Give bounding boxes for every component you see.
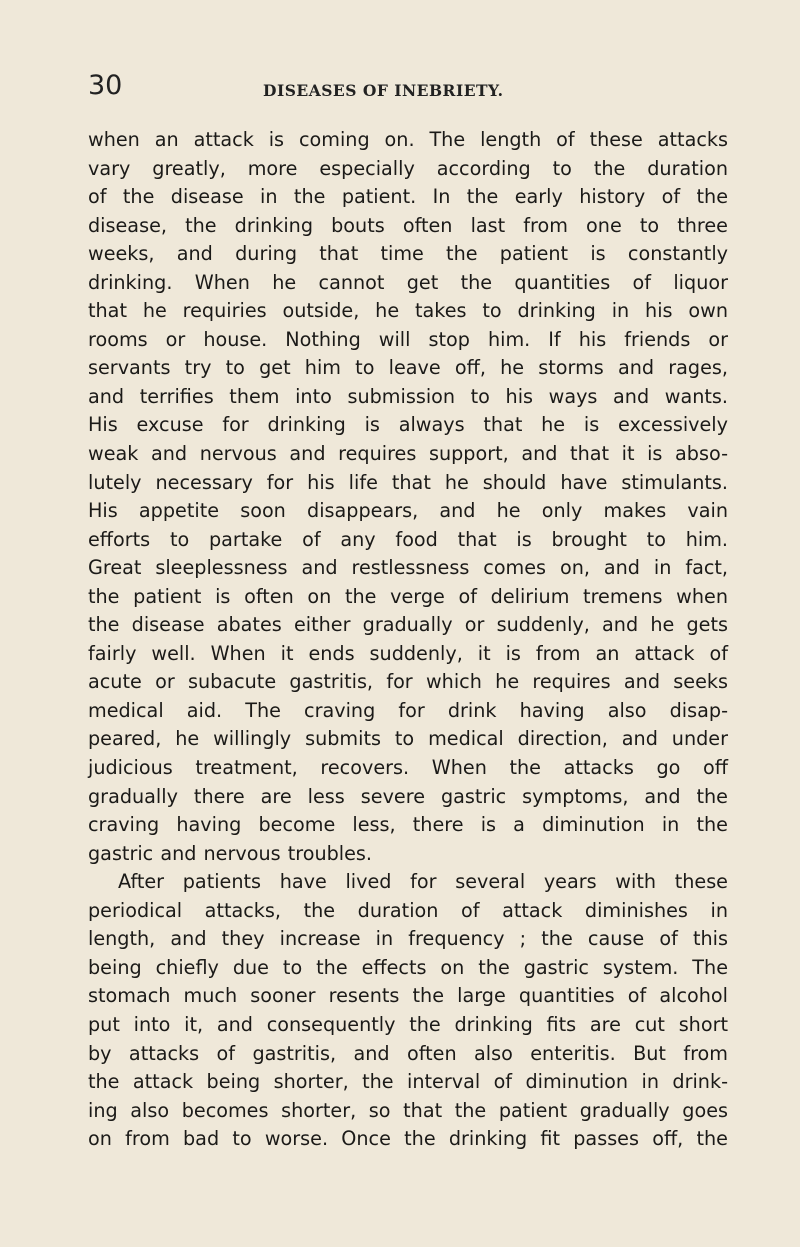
text-line: drinking. When he cannot get the quantities of liquor [88, 270, 728, 294]
text-line: disease, the drinking bouts often last from one to three [88, 213, 728, 237]
text-line: judicious treatment, recovers. When the attacks go off [88, 756, 728, 780]
text-line: vary greatly, more especially according to the duration [88, 156, 728, 180]
text-line: weeks, and during that time the patient is constantly [88, 242, 728, 266]
text-line: weak and nervous and requires support, and that it is abso- [88, 442, 728, 466]
text-line: rooms or house. Nothing will stop him. If his friends or [88, 327, 728, 351]
text-line: peared, he willingly submits to medical direction, and under [88, 727, 728, 751]
text-line: gastric and nervous troubles. [88, 841, 373, 865]
text-line: that he requiries outside, he takes to drinking in his own [88, 299, 728, 323]
text-line: fairly well. When it ends suddenly, it is from an attack of [88, 641, 728, 665]
text-line: efforts to partake of any food that is brought to him. [88, 527, 728, 551]
page-header [88, 70, 728, 110]
text-line: the patient is often on the verge of delirium tremens when [88, 584, 728, 608]
text-line: by attacks of gastritis, and often also enteritis. But from [88, 1041, 728, 1065]
text-line: servants try to get him to leave off, he storms and rages, [88, 356, 728, 380]
text-line: when an attack is coming on. The length of these attacks [88, 128, 728, 151]
text-line: periodical attacks, the duration of attack diminishes in [88, 898, 728, 922]
text-line: craving having become less, there is a diminution in the [88, 813, 728, 837]
running-head: DISEASES OF INEBRIETY. [263, 81, 504, 100]
text-line: Great sleeplessness and restlessness comes on, and in fact, [88, 556, 728, 580]
text-line: acute or subacute gastritis, for which he requires and seeks [88, 670, 728, 694]
text-line: of the disease in the patient. In the early history of the [88, 185, 728, 209]
text-line: After patients have lived for several years with these [118, 870, 728, 894]
text-line: medical aid. The craving for drink having also disap- [88, 698, 728, 722]
text-line: lutely necessary for his life that he should have stimulants. [88, 470, 728, 494]
text-line: the attack being shorter, the interval of diminution in drink- [88, 1070, 728, 1094]
text-line: length, and they increase in frequency ; the cause of this [88, 927, 728, 951]
text-line: gradually there are less severe gastric symptoms, and the [88, 784, 728, 808]
text-line: put into it, and consequently the drinking fits are cut short [88, 1012, 728, 1036]
text-line: stomach much sooner resents the large quantities of alcohol [88, 984, 728, 1008]
body-text [88, 126, 728, 1154]
text-line: ing also becomes shorter, so that the patient gradually goes [88, 1098, 728, 1122]
page-number: 30 [88, 70, 123, 101]
text-line: and terrifies them into submission to his ways and wants. [88, 384, 728, 408]
text-line: being chiefly due to the effects on the gastric system. The [88, 955, 728, 979]
text-line: on from bad to worse. Once the drinking fit passes off, the [88, 1127, 728, 1151]
text-line: His appetite soon disappears, and he only makes vain [88, 499, 728, 523]
text-line: His excuse for drinking is always that he is excessively [88, 413, 728, 437]
text-line: the disease abates either gradually or suddenly, and he gets [88, 613, 728, 637]
